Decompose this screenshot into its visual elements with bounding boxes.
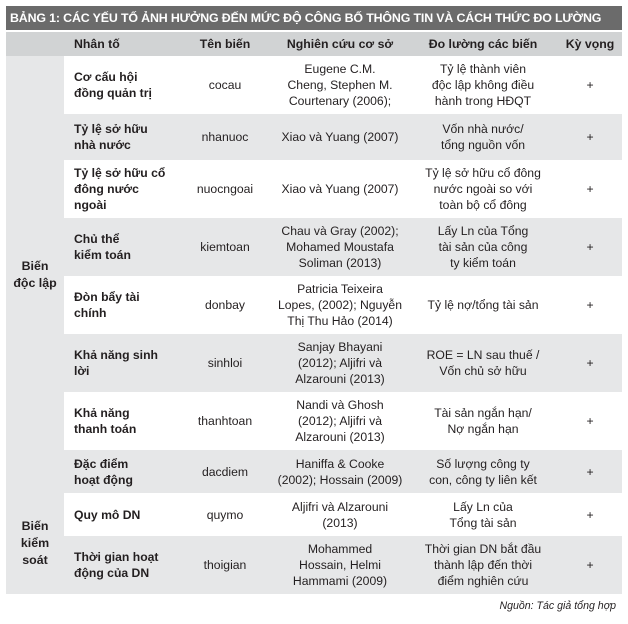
table-row bbox=[6, 536, 622, 594]
cell-study: Aljifri và Alzarouni (2013) bbox=[272, 493, 408, 536]
table-row bbox=[6, 493, 622, 536]
cell-expect: + bbox=[558, 334, 622, 392]
cell-study: Nandi và Ghosh (2012); Aljifri và Alzarouni (2013) bbox=[272, 392, 408, 450]
table-row bbox=[6, 450, 622, 493]
cell-study: Xiao và Yuang (2007) bbox=[272, 114, 408, 160]
cell-measure: Tỷ lệ sở hữu cổ đông nước ngoài so với toàn bộ cổ đông bbox=[408, 160, 558, 218]
table-row bbox=[6, 160, 622, 218]
header-variable: Tên biến bbox=[178, 32, 272, 56]
table-row bbox=[6, 218, 622, 276]
cell-variable: donbay bbox=[178, 276, 272, 334]
cell-variable: cocau bbox=[178, 56, 272, 114]
cell-variable: nuocngoai bbox=[178, 160, 272, 218]
cell-measure: Tài sản ngắn hạn/ Nợ ngắn hạn bbox=[408, 392, 558, 450]
table-row bbox=[6, 334, 622, 392]
cell-measure: Vốn nhà nước/ tổng nguồn vốn bbox=[408, 114, 558, 160]
cell-measure: Số lượng công ty con, công ty liên kết bbox=[408, 450, 558, 493]
group-control: Biến kiểm soát bbox=[6, 493, 64, 594]
cell-expect: + bbox=[558, 276, 622, 334]
source-note: Nguồn: Tác giả tổng hợp bbox=[499, 600, 616, 612]
cell-factor: Quy mô DN bbox=[64, 493, 178, 536]
cell-expect: + bbox=[558, 56, 622, 114]
header-factor: Nhân tố bbox=[64, 32, 178, 56]
cell-factor: Chủ thể kiểm toán bbox=[64, 218, 178, 276]
cell-factor: Khả năng thanh toán bbox=[64, 392, 178, 450]
cell-expect: + bbox=[558, 536, 622, 594]
cell-variable: kiemtoan bbox=[178, 218, 272, 276]
table-row bbox=[6, 276, 622, 334]
cell-study: Sanjay Bhayani (2012); Aljifri và Alzarouni (2013) bbox=[272, 334, 408, 392]
cell-factor: Khả năng sinh lời bbox=[64, 334, 178, 392]
cell-expect: + bbox=[558, 114, 622, 160]
cell-study: Xiao và Yuang (2007) bbox=[272, 160, 408, 218]
cell-measure: Lấy Ln của Tổng tài sản của công ty kiểm toán bbox=[408, 218, 558, 276]
cell-expect: + bbox=[558, 450, 622, 493]
cell-variable: nhanuoc bbox=[178, 114, 272, 160]
table-row bbox=[6, 114, 622, 160]
cell-expect: + bbox=[558, 218, 622, 276]
table-title: BẢNG 1: CÁC YẾU TỐ ẢNH HƯỞNG ĐẾN MỨC ĐỘ CÔNG BỐ THÔNG TIN VÀ CÁCH THỨC ĐO LƯỜNG bbox=[6, 6, 622, 30]
cell-measure: Tỷ lệ nợ/tổng tài sản bbox=[408, 276, 558, 334]
cell-study: Haniffa & Cooke (2002); Hossain (2009) bbox=[272, 450, 408, 493]
cell-variable: thoigian bbox=[178, 536, 272, 594]
cell-factor: Tỷ lệ sở hữu nhà nước bbox=[64, 114, 178, 160]
cell-expect: + bbox=[558, 160, 622, 218]
header-row bbox=[6, 32, 622, 56]
cell-measure: ROE = LN sau thuế / Vốn chủ sở hữu bbox=[408, 334, 558, 392]
header-study: Nghiên cứu cơ sở bbox=[272, 32, 408, 56]
cell-study: Mohammed Hossain, Helmi Hammami (2009) bbox=[272, 536, 408, 594]
cell-factor: Cơ cấu hội đồng quản trị bbox=[64, 56, 178, 114]
cell-measure: Lấy Ln của Tổng tài sản bbox=[408, 493, 558, 536]
cell-factor: Đòn bẩy tài chính bbox=[64, 276, 178, 334]
cell-variable: quymo bbox=[178, 493, 272, 536]
cell-factor: Thời gian hoạt động của DN bbox=[64, 536, 178, 594]
cell-measure: Thời gian DN bắt đầu thành lập đến thời điểm nghiên cứu bbox=[408, 536, 558, 594]
cell-measure: Tỷ lệ thành viên độc lập không điều hành trong HĐQT bbox=[408, 56, 558, 114]
cell-variable: thanhtoan bbox=[178, 392, 272, 450]
factors-table bbox=[6, 32, 622, 594]
cell-factor: Tỷ lệ sở hữu cổ đông nước ngoài bbox=[64, 160, 178, 218]
table-row bbox=[6, 392, 622, 450]
header-expect: Kỳ vọng bbox=[558, 32, 622, 56]
header-measure: Đo lường các biến bbox=[408, 32, 558, 56]
cell-study: Patricia Teixeira Lopes, (2002); Nguyễn Thị Thu Hảo (2014) bbox=[272, 276, 408, 334]
cell-variable: sinhloi bbox=[178, 334, 272, 392]
header-group bbox=[6, 32, 64, 56]
cell-expect: + bbox=[558, 392, 622, 450]
cell-expect: + bbox=[558, 493, 622, 536]
cell-study: Eugene C.M. Cheng, Stephen M. Courtenary (2006); bbox=[272, 56, 408, 114]
cell-factor: Đặc điểm hoạt động bbox=[64, 450, 178, 493]
cell-study: Chau và Gray (2002); Mohamed Moustafa Soliman (2013) bbox=[272, 218, 408, 276]
group-independent: Biến độc lập bbox=[6, 56, 64, 493]
table-row bbox=[6, 56, 622, 114]
cell-variable: dacdiem bbox=[178, 450, 272, 493]
